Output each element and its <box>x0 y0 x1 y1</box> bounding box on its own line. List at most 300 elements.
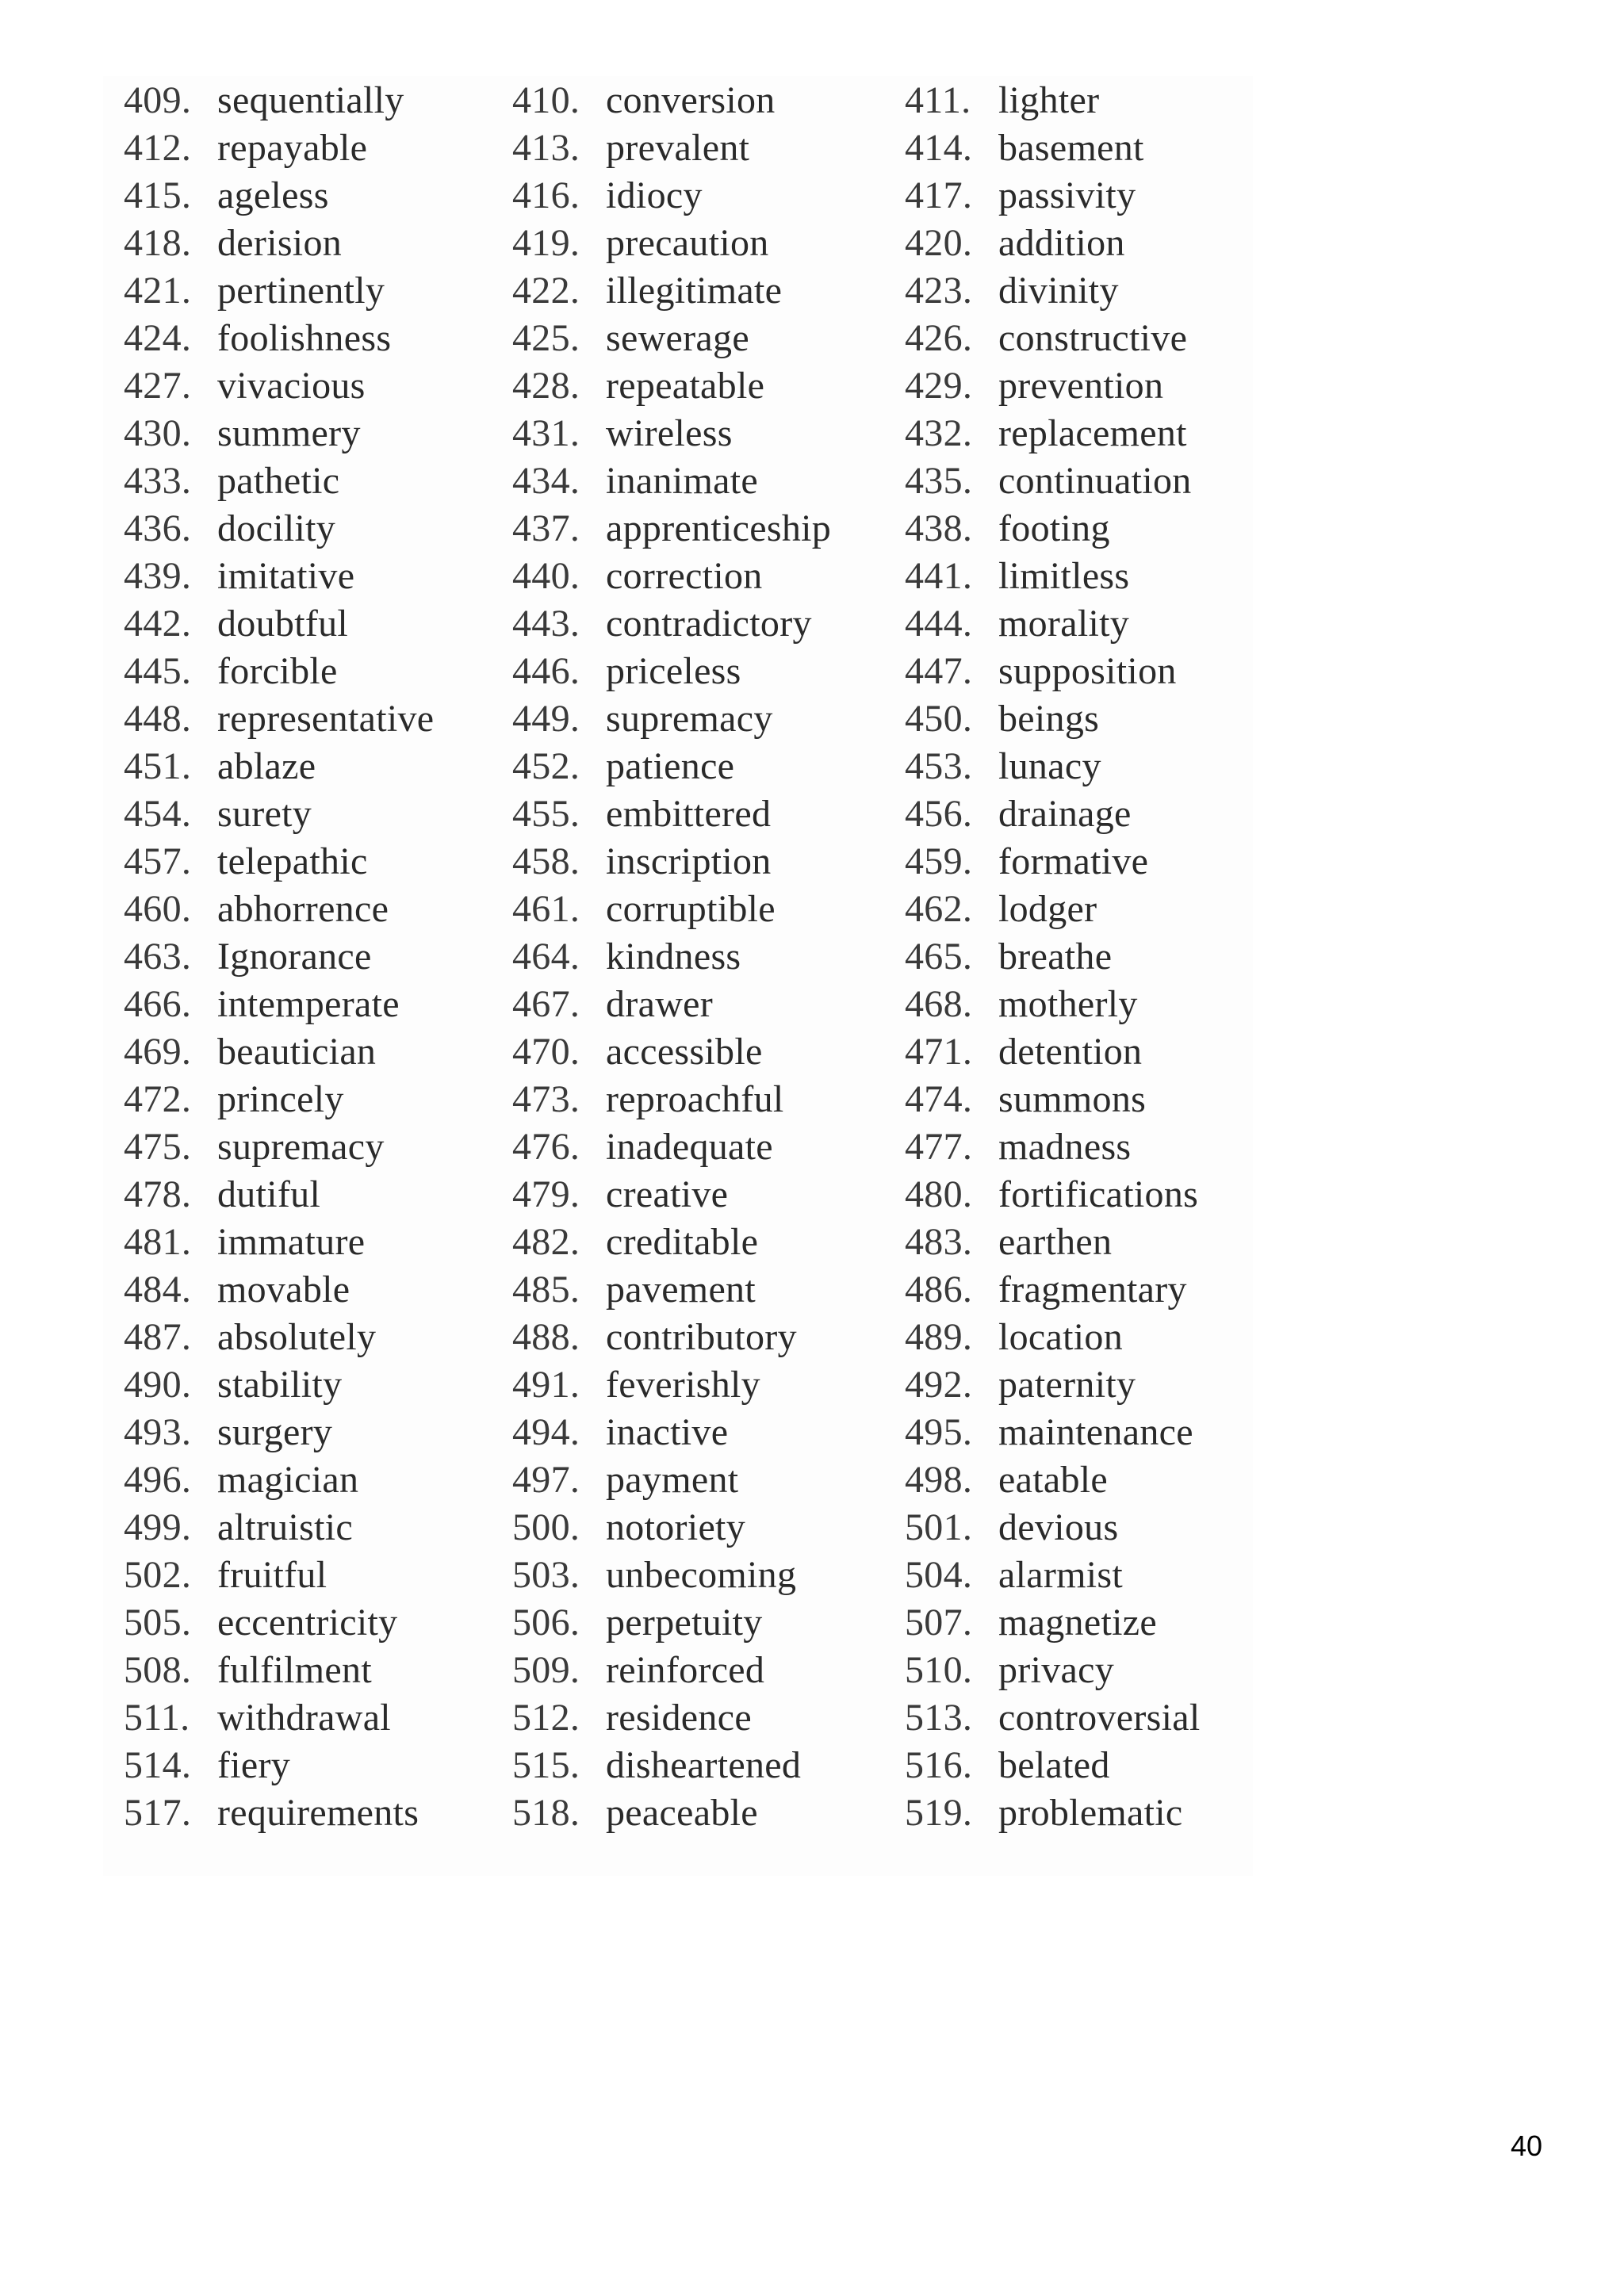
word-entry <box>124 1503 504 1551</box>
entry-word: divinity <box>998 269 1119 312</box>
word-entry <box>512 1646 893 1693</box>
entry-word: derision <box>217 221 343 264</box>
entry-number: 451. <box>124 744 192 787</box>
entry-word: illegitimate <box>606 269 783 312</box>
entry-word: supremacy <box>217 1125 385 1168</box>
entry-number: 489. <box>905 1315 973 1358</box>
entry-word: fortifications <box>998 1173 1199 1215</box>
word-entry <box>905 1265 1285 1313</box>
entry-word: abhorrence <box>217 887 389 930</box>
entry-number: 437. <box>512 507 580 549</box>
entry-word: repeatable <box>606 364 765 407</box>
entry-word: supposition <box>998 649 1177 692</box>
entry-number: 496. <box>124 1458 192 1501</box>
word-entry <box>512 1360 893 1408</box>
entry-number: 412. <box>124 126 192 169</box>
word-entry <box>905 980 1285 1027</box>
entry-number: 491. <box>512 1363 580 1406</box>
entry-number: 456. <box>905 792 973 835</box>
word-entry <box>512 1313 893 1360</box>
entry-number: 460. <box>124 887 192 930</box>
entry-number: 457. <box>124 840 192 882</box>
entry-word: footing <box>998 507 1110 549</box>
word-column-2 <box>512 76 893 1836</box>
entry-word: accessible <box>606 1030 763 1073</box>
word-entry <box>512 695 893 742</box>
word-entry <box>124 647 504 695</box>
word-entry <box>124 171 504 219</box>
entry-word: vivacious <box>217 364 366 407</box>
word-entry <box>512 1598 893 1646</box>
word-entry <box>512 1027 893 1075</box>
word-entry <box>124 1741 504 1789</box>
word-entry <box>124 1170 504 1218</box>
entry-word: apprenticeship <box>606 507 832 549</box>
entry-number: 504. <box>905 1553 973 1596</box>
word-entry <box>124 1218 504 1265</box>
entry-number: 458. <box>512 840 580 882</box>
word-entry <box>905 1598 1285 1646</box>
word-entry <box>124 1789 504 1836</box>
entry-word: inadequate <box>606 1125 773 1168</box>
entry-number: 423. <box>905 269 973 312</box>
word-entry <box>905 76 1285 124</box>
entry-number: 441. <box>905 554 973 597</box>
entry-word: movable <box>217 1268 350 1311</box>
word-entry <box>512 742 893 790</box>
entry-word: embittered <box>606 792 772 835</box>
entry-word: magician <box>217 1458 359 1501</box>
entry-number: 494. <box>512 1410 580 1453</box>
entry-number: 443. <box>512 602 580 645</box>
entry-word: foolishness <box>217 316 392 359</box>
entry-word: wireless <box>606 411 733 454</box>
entry-number: 415. <box>124 174 192 216</box>
word-entry <box>512 932 893 980</box>
entry-number: 499. <box>124 1506 192 1548</box>
entry-word: limitless <box>998 554 1130 597</box>
entry-word: inactive <box>606 1410 729 1453</box>
entry-word: beings <box>998 697 1100 740</box>
entry-number: 450. <box>905 697 973 740</box>
entry-word: eatable <box>998 1458 1108 1501</box>
entry-word: peaceable <box>606 1791 758 1834</box>
word-entry <box>124 742 504 790</box>
entry-word: formative <box>998 840 1149 882</box>
entry-word: unbecoming <box>606 1553 797 1596</box>
word-entry <box>124 1551 504 1598</box>
word-entry <box>124 409 504 457</box>
entry-number: 419. <box>512 221 580 264</box>
entry-word: idiocy <box>606 174 703 216</box>
entry-word: lunacy <box>998 744 1101 787</box>
entry-number: 502. <box>124 1553 192 1596</box>
word-entry <box>512 1170 893 1218</box>
word-entry <box>905 266 1285 314</box>
word-entry <box>512 552 893 599</box>
word-entry <box>905 1123 1285 1170</box>
entry-word: sequentially <box>217 78 404 121</box>
entry-number: 467. <box>512 982 580 1025</box>
entry-number: 420. <box>905 221 973 264</box>
word-entry <box>124 1123 504 1170</box>
entry-word: imitative <box>217 554 355 597</box>
entry-word: addition <box>998 221 1125 264</box>
entry-word: ablaze <box>217 744 316 787</box>
entry-number: 452. <box>512 744 580 787</box>
entry-number: 438. <box>905 507 973 549</box>
entry-number: 500. <box>512 1506 580 1548</box>
word-entry <box>124 1646 504 1693</box>
word-entry <box>512 457 893 504</box>
word-entry <box>124 1265 504 1313</box>
word-entry <box>124 885 504 932</box>
word-entry <box>905 457 1285 504</box>
word-entry <box>124 552 504 599</box>
entry-word: Ignorance <box>217 935 372 978</box>
entry-number: 433. <box>124 459 192 502</box>
entry-number: 426. <box>905 316 973 359</box>
entry-word: prevention <box>998 364 1164 407</box>
entry-word: reinforced <box>606 1648 765 1691</box>
word-entry <box>905 695 1285 742</box>
entry-word: requirements <box>217 1791 419 1834</box>
entry-number: 498. <box>905 1458 973 1501</box>
entry-number: 429. <box>905 364 973 407</box>
entry-word: creative <box>606 1173 729 1215</box>
entry-number: 510. <box>905 1648 973 1691</box>
word-entry <box>905 124 1285 171</box>
word-entry <box>124 76 504 124</box>
word-list <box>124 76 1250 1860</box>
entry-word: intemperate <box>217 982 400 1025</box>
entry-number: 475. <box>124 1125 192 1168</box>
entry-word: pavement <box>606 1268 756 1311</box>
entry-number: 506. <box>512 1601 580 1644</box>
word-entry <box>905 1741 1285 1789</box>
entry-number: 481. <box>124 1220 192 1263</box>
entry-number: 501. <box>905 1506 973 1548</box>
entry-number: 434. <box>512 459 580 502</box>
entry-word: eccentricity <box>217 1601 398 1644</box>
entry-word: replacement <box>998 411 1187 454</box>
entry-word: lodger <box>998 887 1097 930</box>
word-entry <box>905 885 1285 932</box>
word-entry <box>512 885 893 932</box>
entry-word: summons <box>998 1077 1147 1120</box>
word-entry <box>124 457 504 504</box>
entry-number: 508. <box>124 1648 192 1691</box>
entry-word: belated <box>998 1743 1110 1786</box>
entry-word: constructive <box>998 316 1188 359</box>
word-entry <box>512 362 893 409</box>
entry-number: 465. <box>905 935 973 978</box>
entry-word: withdrawal <box>217 1696 391 1739</box>
word-entry <box>124 932 504 980</box>
word-entry <box>905 219 1285 266</box>
entry-word: repayable <box>217 126 368 169</box>
entry-word: telepathic <box>217 840 368 882</box>
entry-number: 485. <box>512 1268 580 1311</box>
entry-word: fulfilment <box>217 1648 372 1691</box>
entry-word: maintenance <box>998 1410 1193 1453</box>
entry-number: 473. <box>512 1077 580 1120</box>
entry-word: docility <box>217 507 336 549</box>
entry-number: 421. <box>124 269 192 312</box>
word-entry <box>905 1075 1285 1123</box>
entry-number: 445. <box>124 649 192 692</box>
entry-number: 476. <box>512 1125 580 1168</box>
entry-number: 512. <box>512 1696 580 1739</box>
word-entry <box>124 695 504 742</box>
entry-number: 492. <box>905 1363 973 1406</box>
entry-word: contradictory <box>606 602 812 645</box>
entry-word: precaution <box>606 221 769 264</box>
word-entry <box>124 980 504 1027</box>
word-entry <box>512 124 893 171</box>
entry-number: 416. <box>512 174 580 216</box>
entry-word: priceless <box>606 649 741 692</box>
word-entry <box>905 837 1285 885</box>
entry-number: 480. <box>905 1173 973 1215</box>
word-entry <box>124 504 504 552</box>
entry-word: location <box>998 1315 1124 1358</box>
entry-number: 486. <box>905 1268 973 1311</box>
word-entry <box>905 1408 1285 1456</box>
entry-number: 446. <box>512 649 580 692</box>
entry-word: disheartened <box>606 1743 802 1786</box>
word-entry <box>124 1360 504 1408</box>
entry-word: notoriety <box>606 1506 745 1548</box>
entry-number: 424. <box>124 316 192 359</box>
entry-word: surety <box>217 792 312 835</box>
entry-number: 464. <box>512 935 580 978</box>
entry-number: 507. <box>905 1601 973 1644</box>
entry-word: corruptible <box>606 887 776 930</box>
word-entry <box>124 219 504 266</box>
entry-word: altruistic <box>217 1506 353 1548</box>
entry-word: detention <box>998 1030 1143 1073</box>
word-entry <box>512 790 893 837</box>
entry-word: princely <box>217 1077 344 1120</box>
entry-number: 518. <box>512 1791 580 1834</box>
word-column-3 <box>905 76 1285 1836</box>
entry-word: paternity <box>998 1363 1136 1406</box>
entry-word: drawer <box>606 982 714 1025</box>
entry-number: 470. <box>512 1030 580 1073</box>
entry-number: 444. <box>905 602 973 645</box>
word-entry <box>905 742 1285 790</box>
word-entry <box>124 1456 504 1503</box>
entry-word: lighter <box>998 78 1100 121</box>
word-entry <box>124 1313 504 1360</box>
word-entry <box>512 1503 893 1551</box>
entry-word: creditable <box>606 1220 759 1263</box>
word-entry <box>124 314 504 362</box>
entry-word: madness <box>998 1125 1132 1168</box>
entry-number: 472. <box>124 1077 192 1120</box>
entry-number: 447. <box>905 649 973 692</box>
entry-number: 413. <box>512 126 580 169</box>
entry-word: fiery <box>217 1743 291 1786</box>
entry-word: privacy <box>998 1648 1115 1691</box>
word-entry <box>512 1265 893 1313</box>
word-entry <box>512 1075 893 1123</box>
entry-word: stability <box>217 1363 343 1406</box>
word-entry <box>905 314 1285 362</box>
entry-word: dutiful <box>217 1173 321 1215</box>
word-entry <box>512 599 893 647</box>
word-entry <box>905 1313 1285 1360</box>
word-entry <box>512 171 893 219</box>
entry-word: surgery <box>217 1410 333 1453</box>
word-entry <box>512 1693 893 1741</box>
entry-word: kindness <box>606 935 741 978</box>
entry-word: magnetize <box>998 1601 1157 1644</box>
entry-number: 428. <box>512 364 580 407</box>
entry-word: pathetic <box>217 459 340 502</box>
entry-number: 484. <box>124 1268 192 1311</box>
entry-word: devious <box>998 1506 1119 1548</box>
entry-number: 436. <box>124 507 192 549</box>
word-entry <box>512 1123 893 1170</box>
entry-number: 454. <box>124 792 192 835</box>
word-entry <box>905 1456 1285 1503</box>
entry-number: 479. <box>512 1173 580 1215</box>
entry-number: 513. <box>905 1696 973 1739</box>
entry-word: drainage <box>998 792 1132 835</box>
entry-number: 425. <box>512 316 580 359</box>
entry-number: 435. <box>905 459 973 502</box>
entry-number: 422. <box>512 269 580 312</box>
entry-number: 471. <box>905 1030 973 1073</box>
entry-number: 495. <box>905 1410 973 1453</box>
entry-number: 417. <box>905 174 973 216</box>
word-entry <box>124 266 504 314</box>
entry-word: earthen <box>998 1220 1113 1263</box>
entry-word: breathe <box>998 935 1113 978</box>
entry-number: 431. <box>512 411 580 454</box>
entry-number: 505. <box>124 1601 192 1644</box>
entry-word: passivity <box>998 174 1136 216</box>
entry-number: 430. <box>124 411 192 454</box>
word-entry <box>512 76 893 124</box>
entry-number: 519. <box>905 1791 973 1834</box>
entry-word: immature <box>217 1220 366 1263</box>
entry-word: problematic <box>998 1791 1183 1834</box>
word-entry <box>512 1456 893 1503</box>
entry-word: absolutely <box>217 1315 377 1358</box>
word-entry <box>905 647 1285 695</box>
word-entry <box>124 599 504 647</box>
word-entry <box>512 1741 893 1789</box>
entry-word: morality <box>998 602 1130 645</box>
entry-number: 488. <box>512 1315 580 1358</box>
word-entry <box>905 552 1285 599</box>
entry-number: 497. <box>512 1458 580 1501</box>
entry-word: reproachful <box>606 1077 784 1120</box>
entry-number: 442. <box>124 602 192 645</box>
entry-word: inscription <box>606 840 772 882</box>
entry-number: 474. <box>905 1077 973 1120</box>
word-entry <box>124 1598 504 1646</box>
entry-number: 516. <box>905 1743 973 1786</box>
word-entry <box>512 266 893 314</box>
entry-word: perpetuity <box>606 1601 763 1644</box>
entry-word: inanimate <box>606 459 758 502</box>
entry-number: 448. <box>124 697 192 740</box>
word-entry <box>905 599 1285 647</box>
entry-number: 509. <box>512 1648 580 1691</box>
entry-word: representative <box>217 697 435 740</box>
entry-number: 511. <box>124 1696 190 1739</box>
entry-number: 515. <box>512 1743 580 1786</box>
word-entry <box>124 362 504 409</box>
word-entry <box>124 1075 504 1123</box>
entry-word: basement <box>998 126 1144 169</box>
entry-number: 414. <box>905 126 973 169</box>
entry-word: summery <box>217 411 361 454</box>
word-entry <box>905 1693 1285 1741</box>
entry-number: 490. <box>124 1363 192 1406</box>
word-entry <box>124 1408 504 1456</box>
word-entry <box>124 1693 504 1741</box>
word-entry <box>905 1170 1285 1218</box>
entry-number: 478. <box>124 1173 192 1215</box>
word-column-1 <box>124 76 504 1836</box>
entry-number: 440. <box>512 554 580 597</box>
entry-word: supremacy <box>606 697 773 740</box>
word-entry <box>905 409 1285 457</box>
entry-word: patience <box>606 744 735 787</box>
word-entry <box>512 1218 893 1265</box>
entry-word: continuation <box>998 459 1192 502</box>
entry-number: 482. <box>512 1220 580 1263</box>
entry-number: 427. <box>124 364 192 407</box>
entry-number: 462. <box>905 887 973 930</box>
entry-word: sewerage <box>606 316 749 359</box>
word-entry <box>905 1551 1285 1598</box>
entry-word: correction <box>606 554 763 597</box>
word-entry <box>905 1503 1285 1551</box>
entry-word: payment <box>606 1458 739 1501</box>
entry-word: feverishly <box>606 1363 760 1406</box>
entry-word: contributory <box>606 1315 797 1358</box>
page-number: 40 <box>1511 2130 1543 2162</box>
entry-number: 459. <box>905 840 973 882</box>
word-entry <box>124 1027 504 1075</box>
entry-number: 449. <box>512 697 580 740</box>
entry-word: forcible <box>217 649 338 692</box>
word-entry <box>124 124 504 171</box>
entry-word: motherly <box>998 982 1138 1025</box>
word-entry <box>905 1027 1285 1075</box>
entry-number: 461. <box>512 887 580 930</box>
entry-word: doubtful <box>217 602 349 645</box>
word-entry <box>512 504 893 552</box>
entry-word: fruitful <box>217 1553 327 1596</box>
entry-number: 468. <box>905 982 973 1025</box>
entry-number: 409. <box>124 78 192 121</box>
word-entry <box>512 980 893 1027</box>
entry-number: 432. <box>905 411 973 454</box>
entry-number: 514. <box>124 1743 192 1786</box>
entry-number: 411. <box>905 78 971 121</box>
entry-number: 466. <box>124 982 192 1025</box>
word-entry <box>905 790 1285 837</box>
word-entry <box>905 504 1285 552</box>
entry-number: 410. <box>512 78 580 121</box>
